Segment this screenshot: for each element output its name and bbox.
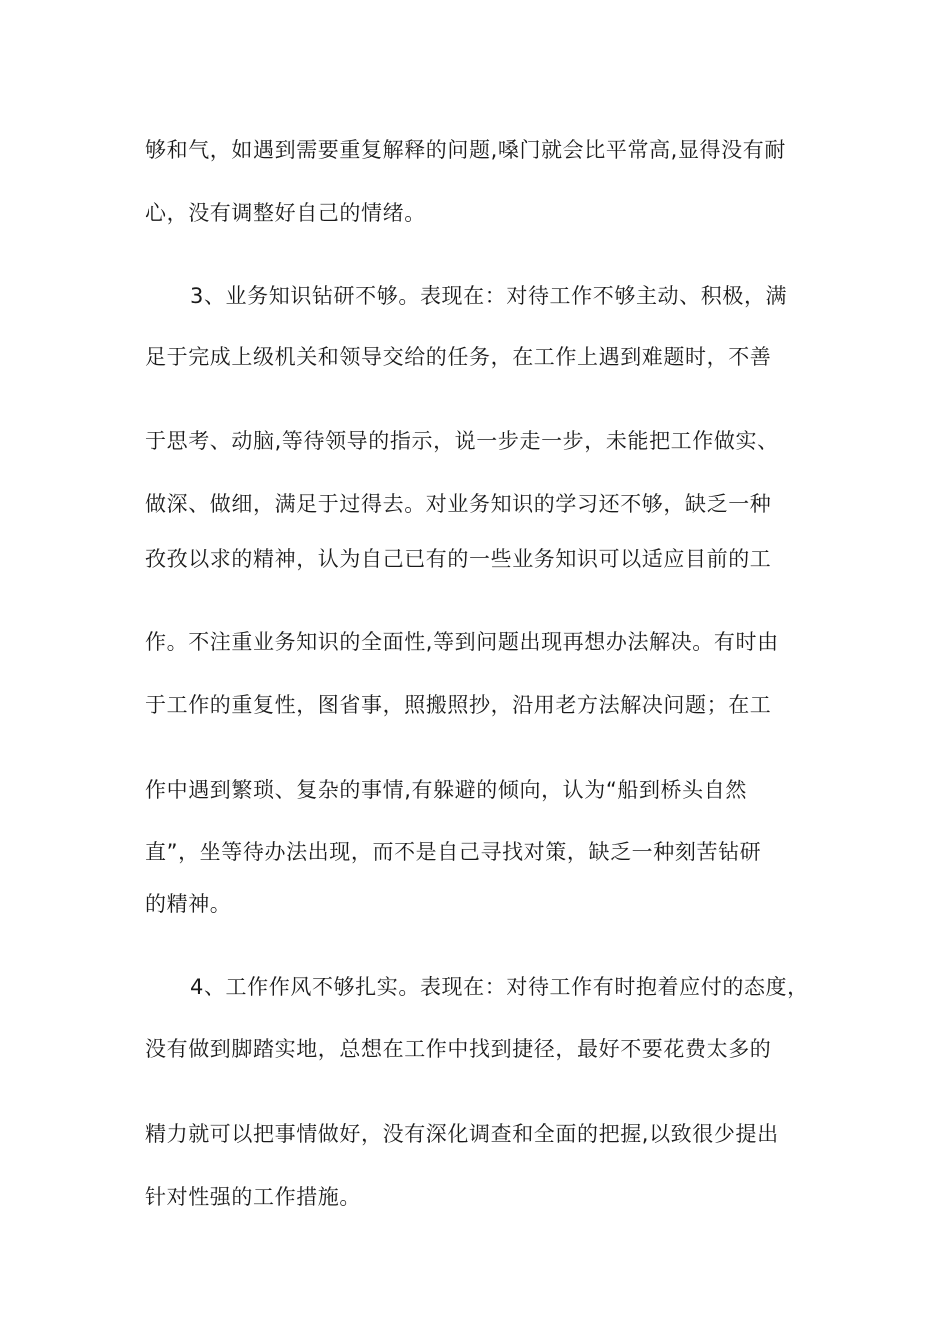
text-line: 作。不注重业务知识的全面性,等到问题出现再想办法解决。有时由 [145,630,779,654]
text-line: 针对性强的工作措施。 [145,1185,361,1209]
text-line: 的精神。 [145,892,232,916]
text-line: 精力就可以把事情做好，没有深化调查和全面的把握,以致很少提出 [145,1122,779,1146]
text-line: 够和气，如遇到需要重复解释的问题,嗓门就会比平常高,显得没有耐 [145,138,786,162]
text-line: 于思考、动脑,等待领导的指示，说一步走一步，未能把工作做实、 [145,429,779,453]
text-line: 孜孜以求的精神，认为自己已有的一些业务知识可以适应目前的工 [145,547,772,571]
text-line: 没有做到脚踏实地，总想在工作中找到捷径，最好不要花费太多的 [145,1037,772,1061]
text-line: 直”，坐等待办法出现，而不是自己寻找对策，缺乏一种刻苦钻研 [145,840,762,864]
text-line: 于工作的重复性，图省事，照搬照抄，沿用老方法解决问题；在工 [145,693,772,717]
section-3-heading-line: 3、业务知识钻研不够。表现在：对待工作不够主动、积极，满 [190,284,788,308]
text-line: 做深、做细，满足于过得去。对业务知识的学习还不够，缺乏一种 [145,492,772,516]
section-4-heading-line: 4、工作作风不够扎实。表现在：对待工作有时抱着应付的态度， [190,975,809,999]
text-line: 足于完成上级机关和领导交给的任务，在工作上遇到难题时，不善 [145,345,772,369]
text-line: 心，没有调整好自己的情绪。 [145,201,426,225]
text-line: 作中遇到繁琐、复杂的事情,有躲避的倾向，认为“船到桥头自然 [145,778,747,802]
